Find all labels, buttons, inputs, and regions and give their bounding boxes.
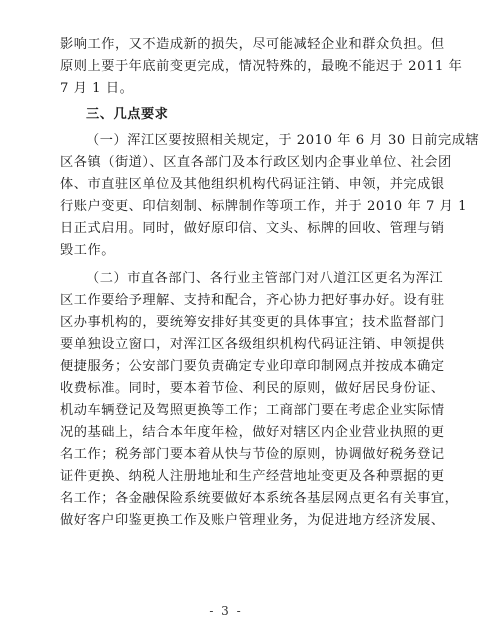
paragraph-line: 证件更换、纳税人注册地址和生产经营地址变更及各种票据的更: [60, 469, 445, 484]
paragraph-line: 做好客户印鉴更换工作及账户管理业务，为促进地方经济发展、: [60, 513, 445, 528]
intro-line: 7 月 1 日。: [60, 81, 134, 96]
paragraph-line: 区办事机构的，要统筹安排好其变更的具体事宜；技术监督部门: [60, 315, 445, 330]
paragraph-line: 况的基础上，结合本年度年检，做好对辖区内企业营业执照的更: [60, 425, 445, 440]
intro-paragraph: [60, 34, 463, 100]
requirement-paragraph-2: [60, 268, 459, 532]
document-body: [60, 34, 479, 532]
paragraph-line: 要单独设立窗口，对浑江区各级组织机构代码证注销、申领提供: [60, 337, 445, 352]
section-heading: 三、几点要求: [86, 107, 169, 122]
paragraph-line: 区工作要给予理解、支持和配合，齐心协力把好事办好。设有驻: [60, 293, 445, 308]
paragraph-line: 机动车辆登记及驾照更换等工作；工商部门要在考虑企业实际情: [60, 403, 445, 418]
paragraph-line: （二）市直各部门、各行业主管部门对八道江区更名为浑江: [86, 271, 444, 286]
paragraph-line: 名工作；税务部门要本着从快与节俭的原则，协调做好税务登记: [60, 447, 445, 462]
paragraph-line: 名工作；各金融保险系统要做好本系统各基层网点更名有关事宜，: [60, 491, 459, 506]
paragraph-line: 毁工作。: [60, 243, 115, 258]
paragraph-line: （一）浑江区要按照相关规定，于 2010 年 6 月 30 日前完成辖: [86, 133, 479, 148]
paragraph-line: 便捷服务；公安部门要负责确定专业印章印制网点并按成本确定: [60, 359, 445, 374]
page-number: - 3 -: [209, 604, 243, 618]
requirement-paragraph-1: [60, 130, 479, 262]
paragraph-line: 区各镇（街道）、区直各部门及本行政区划内企事业单位、社会团: [60, 155, 452, 170]
paragraph-line: 收费标准。同时，要本着节俭、利民的原则，做好居民身份证、: [60, 381, 445, 396]
intro-line: 原则上要于年底前变更完成，情况特殊的，最晚不能迟于 2011 年: [60, 59, 463, 74]
intro-line: 影响工作，又不造成新的损失，尽可能减轻企业和群众负担。但: [60, 37, 445, 52]
paragraph-line: 日正式启用。同时，做好原印信、文头、标牌的回收、管理与销: [60, 221, 445, 236]
paragraph-line: 行账户变更、印信刻制、标牌制作等项工作，并于 2010 年 7 月 1: [60, 199, 468, 214]
paragraph-line: 体、市直驻区单位及其他组织机构代码证注销、申领，并完成银: [60, 177, 445, 192]
